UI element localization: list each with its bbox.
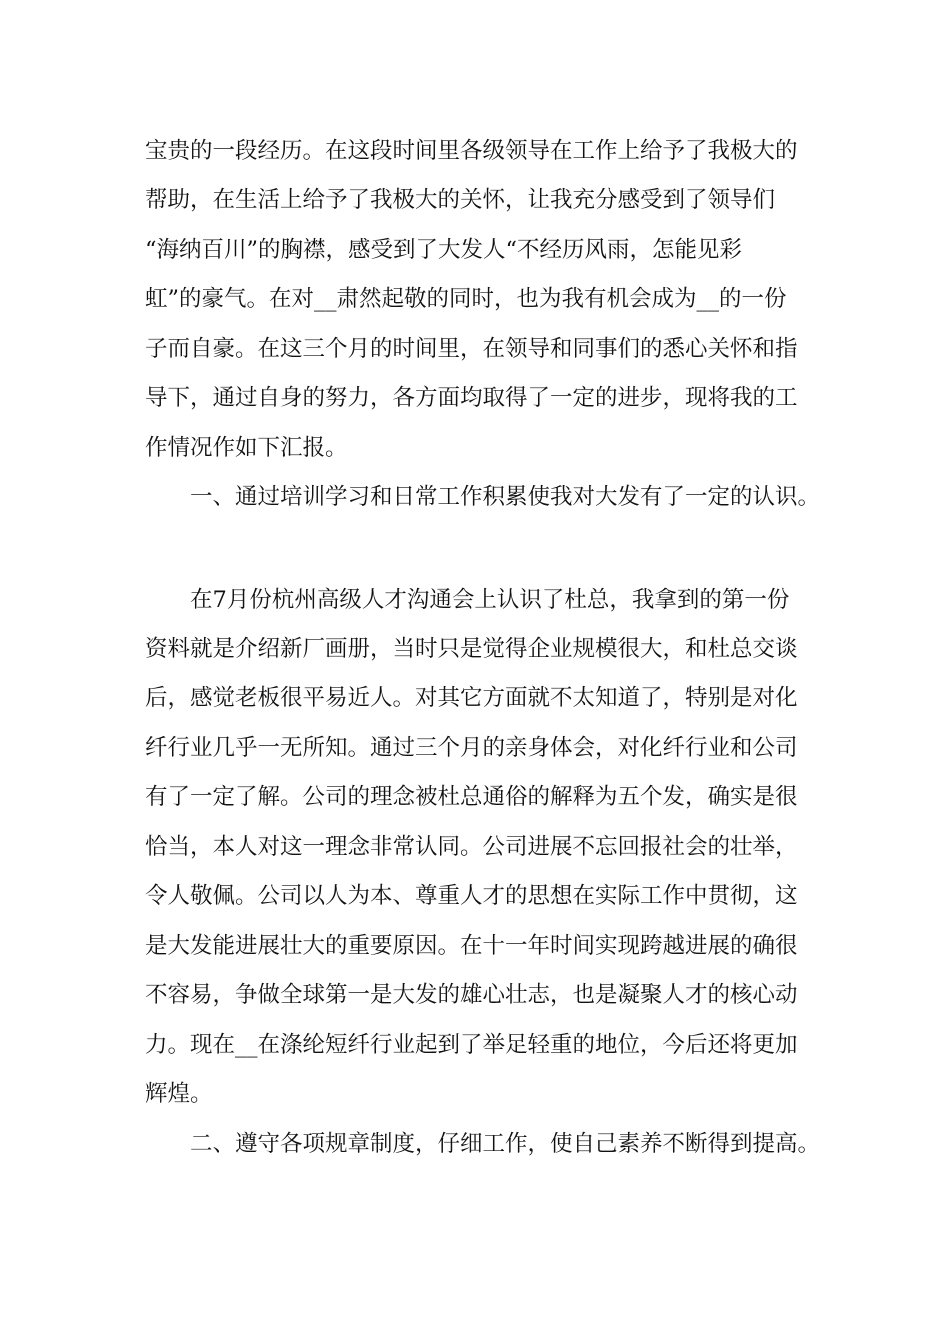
paragraph-line: “海纳百川”的胸襟，感受到了大发人“不经历风雨，怎能见彩 (145, 237, 743, 263)
paragraph-line: 有了一定了解。公司的理念被杜总通俗的解释为五个发，确实是很 (145, 784, 798, 810)
paragraph-line: 不容易，争做全球第一是大发的雄心壮志，也是凝聚人才的核心动 (145, 982, 798, 1008)
paragraph-line: 在7月份杭州高级人才沟通会上认识了杜总，我拿到的第一份 (190, 587, 790, 613)
paragraph-line: 帮助，在生活上给予了我极大的关怀，让我充分感受到了领导们 (145, 187, 776, 213)
paragraph-line: 辉煌。 (145, 1081, 213, 1107)
paragraph-line: 作情况作如下汇报。 (145, 435, 348, 461)
paragraph-line: 令人敬佩。公司以人为本、尊重人才的思想在实际工作中贯彻，这 (145, 883, 798, 909)
paragraph-line: 宝贵的一段经历。在这段时间里各级领导在工作上给予了我极大的 (145, 138, 798, 164)
paragraph-line: 虹”的豪气。在对__肃然起敬的同时，也为我有机会成为__的一份 (145, 286, 787, 312)
paragraph-line: 力。现在__在涤纶短纤行业起到了举足轻重的地位，今后还将更加 (145, 1032, 798, 1058)
paragraph-line: 纤行业几乎一无所知。通过三个月的亲身体会，对化纤行业和公司 (145, 735, 798, 761)
paragraph-line: 恰当，本人对这一理念非常认同。公司进展不忘回报社会的壮举， (145, 834, 798, 860)
paragraph-line: 是大发能进展壮大的重要原因。在十一年时间实现跨越进展的确很 (145, 933, 798, 959)
paragraph-line: 子而自豪。在这三个月的时间里，在领导和同事们的悉心关怀和指 (145, 336, 798, 362)
paragraph-line: 导下，通过自身的努力，各方面均取得了一定的进步，现将我的工 (145, 385, 798, 411)
section-heading: 二、遵守各项规章制度，仔细工作，使自己素养不断得到提高。 (190, 1131, 821, 1157)
paragraph-line: 资料就是介绍新厂画册，当时只是觉得企业规模很大，和杜总交谈 (145, 636, 798, 662)
section-heading: 一、通过培训学习和日常工作积累使我对大发有了一定的认识。 (190, 484, 821, 510)
paragraph-line: 后，感觉老板很平易近人。对其它方面就不太知道了，特别是对化 (145, 685, 798, 711)
